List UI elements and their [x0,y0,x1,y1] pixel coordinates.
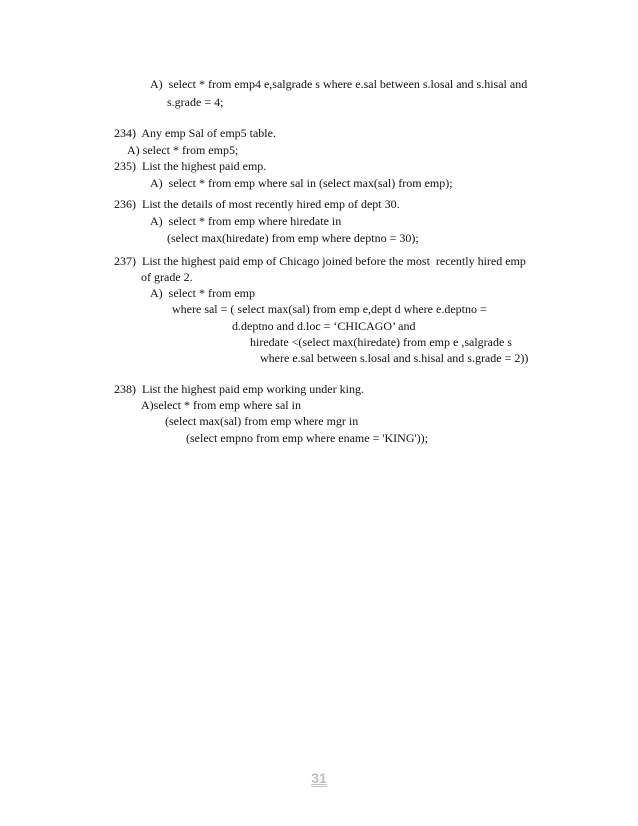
answer-line: where e.sal between s.losal and s.hisal and s.grade = 2)) [260,351,529,365]
answer-line: (select empno from emp where ename = 'KING')); [186,431,428,445]
question-line: of grade 2. [141,270,193,284]
question-236: 236) List the details of most recently hired emp of dept 30. [114,197,400,211]
question-234: 234) Any emp Sal of emp5 table. [114,126,276,140]
question-237: 237) List the highest paid emp of Chicago joined before the most recently hired emp [114,254,526,268]
answer-line: A) select * from emp where sal in (select max(sal) from emp); [150,176,453,190]
answer-line: hiredate <(select max(hiredate) from emp e ,salgrade s [250,335,512,349]
answer-line: (select max(hiredate) from emp where deptno = 30); [167,231,419,245]
answer-line: (select max(sal) from emp where mgr in [165,414,359,428]
question-238: 238) List the highest paid emp working under king. [114,382,364,396]
answer-line: d.deptno and d.loc = ‘CHICAGO’ and [232,319,416,333]
text-line: s.grade = 4; [167,95,224,109]
answer-line: A) select * from emp [150,286,255,300]
text-line: A) select * from emp4 e,salgrade s where e.sal between s.losal and s.hisal and [150,77,528,91]
page-number: 31 [311,770,327,786]
question-235: 235) List the highest paid emp. [114,159,267,173]
answer-line: A)select * from emp where sal in [141,398,301,412]
answer-line: where sal = ( select max(sal) from emp e,dept d where e.deptno = [172,302,487,316]
answer-line: A) select * from emp where hiredate in [150,214,342,228]
answer-line: A) select * from emp5; [127,143,239,157]
